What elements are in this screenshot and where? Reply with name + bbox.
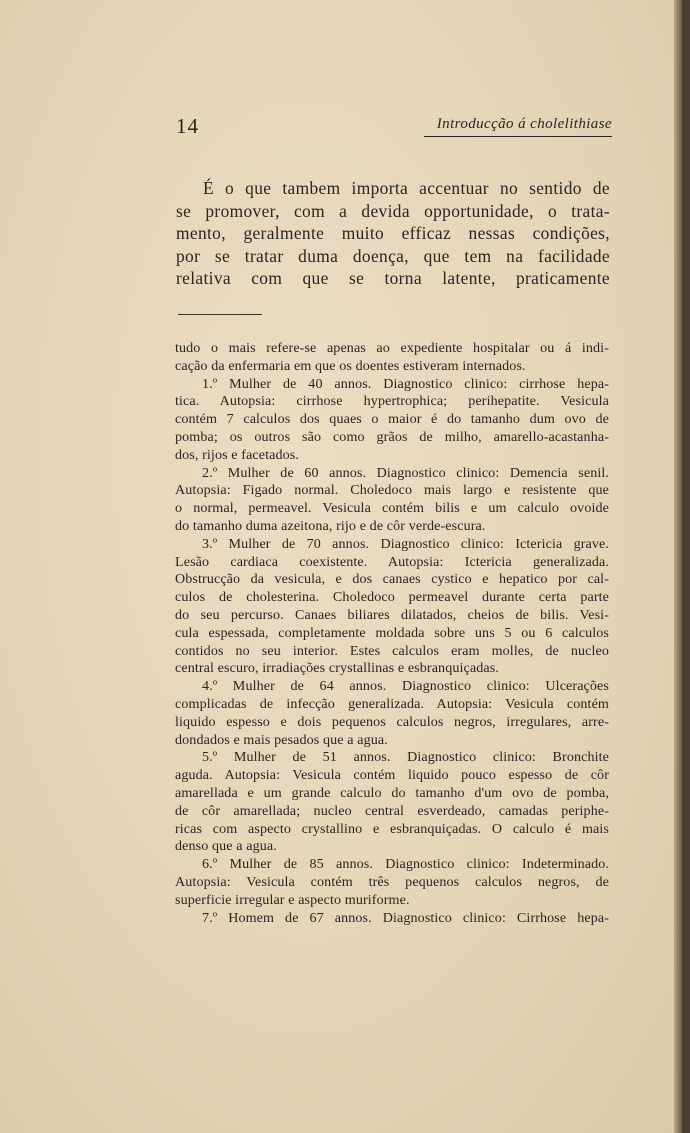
footnote-line: aguda. Autopsia: Vesicula contém liquido pouco espesso de côr [175,767,609,784]
footnote-line: o normal, permeavel. Vesicula contém bilis e um calculo ovoide [175,500,609,517]
footnote-line: dos, rijos e facetados. [175,446,300,463]
main-line: É o que tambem importa accentuar no sentido de [203,178,610,198]
page-number: 14 [176,114,199,138]
footnote-line: tica. Autopsia: cirrhose hypertrophica; perihepatite. Vesicula [175,393,609,410]
footnote-line: pomba; os outros são como grãos de milho, amarello-acastanha- [175,428,609,445]
footnote-line: contém 7 calculos dos quaes o maior é do tamanho dum ovo de [175,411,609,428]
footnote-line: do tamanho duma azeitona, rijo e de côr verde-escura. [175,517,486,534]
footnote-block [175,340,609,927]
main-line: se promover, com a devida opportunidade, o trata- [176,200,610,221]
footnote-line: do seu percurso. Canaes biliares dilatados, cheios de bilis. Vesi- [175,606,609,623]
footnote-separator [178,314,262,315]
footnote-line: 5.º Mulher de 51 annos. Diagnostico clinico: Bronchite [202,749,609,766]
page-edge [674,0,682,1133]
footnote-line: contidos no seu interior. Estes calculos eram molles, de nucleo [175,642,609,659]
footnote-line: ricas com aspecto crystallino e esbranquiçadas. O calculo é mais [175,820,609,837]
footnote-line: 4.º Mulher de 64 annos. Diagnostico clinico: Ulcerações [202,678,609,695]
footnote-line: complicadas de infecção generalizada. Autopsia: Vesicula contém [175,695,609,712]
footnote-line: 7.º Homem de 67 annos. Diagnostico clinico: Cirrhose hepa- [202,909,609,926]
running-title: Introducção á cholelithiase [436,116,612,132]
main-line: relativa com que se torna latente, praticamente [176,268,610,289]
footnote-line: dondados e mais pesados que a agua. [175,731,388,748]
footnote-line: central escuro, irradiações crystallinas e esbranquiçadas. [175,660,499,677]
footnote-line: 3.º Mulher de 70 annos. Diagnostico clinico: Ictericia grave. [202,535,609,552]
footnote-line: cula espessada, completamente moldada sobre uns 5 ou 6 calculos [175,624,609,641]
page-header [176,114,612,142]
footnote-line: tudo o mais refere-se apenas ao expediente hospitalar ou á indi- [175,340,609,356]
footnote-line: cação da enfermaria em que os doentes estiveram internados. [175,357,526,374]
footnote-line: denso que a agua. [175,838,277,855]
footnote-line: 6.º Mulher de 85 annos. Diagnostico clinico: Indeterminado. [202,856,609,873]
footnote-line: 1.º Mulher de 40 annos. Diagnostico clinico: cirrhose hepa- [202,375,609,392]
footnote-line: liquido espesso e dois pequenos calculos negros, irregulares, arre- [175,713,609,730]
main-paragraph [176,177,610,290]
main-line: mento, geralmente muito efficaz nessas condições, [176,223,610,244]
footnote-line: amarellada e um grande calculo do tamanho d'um ovo de pomba, [175,784,609,801]
header-rule [424,136,612,137]
footnote-line: Obstrucção da vesicula, e dos canaes cystico e hepatico por cal- [175,571,609,588]
footnote-line: Autopsia: Figado normal. Choledoco mais largo e resistente que [175,482,609,499]
footnote-line: Lesão cardiaca coexistente. Autopsia: Ictericia generalizada. [175,553,609,570]
main-line: por se tratar duma doença, que tem na facilidade [176,245,610,266]
footnote-line: Autopsia: Vesicula contém três pequenos calculos negros, de [175,873,609,890]
footnote-line: 2.º Mulher de 60 annos. Diagnostico clinico: Demencia senil. [202,464,609,481]
footnote-line: culos de cholesterina. Choledoco permeavel durante certa parte [175,589,609,606]
footnote-line: superficie irregular e aspecto muriforme. [175,891,410,908]
footnote-line: de côr amarellada; nucleo central esverdeado, camadas periphe- [175,802,609,819]
